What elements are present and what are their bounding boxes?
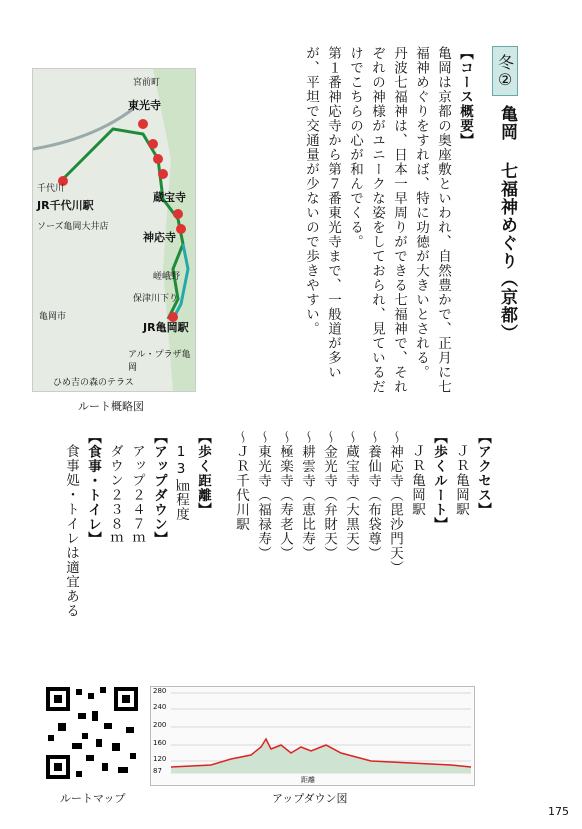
map-label: ひめ吉の森のテラス [53, 378, 134, 388]
elevation-graphic [151, 687, 474, 785]
food-value: 食事処・トイレは適宜ある [63, 444, 79, 618]
season-badge: 冬② [492, 46, 518, 96]
route-item: ～耕雲寺（恵比寿） [299, 430, 315, 561]
course-paragraph-2: 丹波七福神は、日本一早周りができる七福神で、それぞれの神様がユニークな姿をしておられ、見ているだけでこちらの心が和んでくる。 [347, 46, 407, 394]
temple-marker [153, 154, 163, 164]
map-label: ソーズ亀岡大井店 [37, 222, 109, 232]
map-label: JR千代川駅 [37, 199, 94, 212]
course-heading: 【コース概要】 [457, 46, 473, 148]
route-item: ～金光寺（弁財天） [321, 430, 337, 561]
page-title: 亀岡 七福神めぐり（京都） [497, 105, 517, 342]
food-heading: 【食事・トイレ】 [85, 430, 101, 546]
qr-code[interactable] [42, 683, 142, 783]
down-value: ダウン２３８ｍ [107, 444, 123, 546]
route-item: ～ＪＲ千代川駅 [233, 430, 249, 532]
route-item: ～養仙寺（布袋尊） [365, 430, 381, 561]
course-paragraph-1: 亀岡は京都の奥座敷といわれ、自然豊かで、正月に七福神めぐりをすれば、特に功徳が大きいとされる。 [413, 46, 451, 394]
route-item: ＪＲ亀岡駅 [409, 444, 425, 517]
y-tick: 240 [153, 703, 167, 711]
elevation-caption: アップダウン図 [272, 792, 348, 805]
map-label: 東光寺 [128, 99, 161, 112]
updown-heading: 【アップダウン】 [151, 430, 167, 546]
temple-marker [158, 169, 168, 179]
temple-marker [176, 224, 186, 234]
temple-marker [173, 209, 183, 219]
temple-marker [148, 139, 158, 149]
map-label: アル・プラザ亀岡 [128, 350, 191, 373]
map-label: 亀岡市 [39, 312, 67, 322]
map-label: 神応寺 [143, 231, 176, 244]
map-label: 宮前町 [133, 78, 161, 88]
map-label: 千代川 [37, 184, 65, 194]
distance-heading: 【歩く距離】 [195, 430, 211, 517]
y-tick: 87 [153, 767, 162, 775]
map-label: 嵯峨野 [153, 272, 181, 282]
map-label: 蔵宝寺 [153, 191, 186, 204]
access-route-section [230, 430, 494, 640]
map-label: JR亀岡駅 [143, 321, 189, 334]
route-item: ～蔵宝寺（大黒天） [343, 430, 359, 561]
qr-icon [42, 683, 142, 783]
access-value: ＪＲ亀岡駅 [453, 444, 469, 517]
temple-marker [138, 119, 148, 129]
route-item: ～東光寺（福禄寿） [255, 430, 271, 561]
access-heading: 【アクセス】 [475, 430, 491, 517]
qr-caption: ルートマップ [60, 792, 126, 805]
route-item: ～極楽寺（寿老人） [277, 430, 293, 561]
y-tick: 200 [153, 721, 167, 729]
map-label: 保津川下り [133, 294, 179, 304]
route-item: ～神応寺（毘沙門天） [387, 430, 403, 575]
distance-value: 13㎞程度 [173, 444, 189, 522]
info-section [60, 430, 214, 640]
y-tick: 160 [153, 739, 167, 747]
route-map [32, 68, 196, 392]
y-tick: 120 [153, 755, 167, 763]
page-number: 175 [548, 805, 569, 818]
y-tick: 280 [153, 687, 167, 695]
course-section [300, 46, 476, 396]
route-heading: 【歩くルート】 [431, 430, 447, 532]
x-axis-label: 距離 [301, 776, 315, 784]
map-caption: ルート概略図 [78, 400, 144, 413]
course-paragraph-3: 第１番神応寺から第７番東光寺まで、一般道が多いが、平坦で交通量が少ないので歩きやすい。 [303, 46, 341, 380]
up-value: アップ２４７ｍ [129, 444, 145, 546]
elevation-chart [150, 686, 475, 786]
